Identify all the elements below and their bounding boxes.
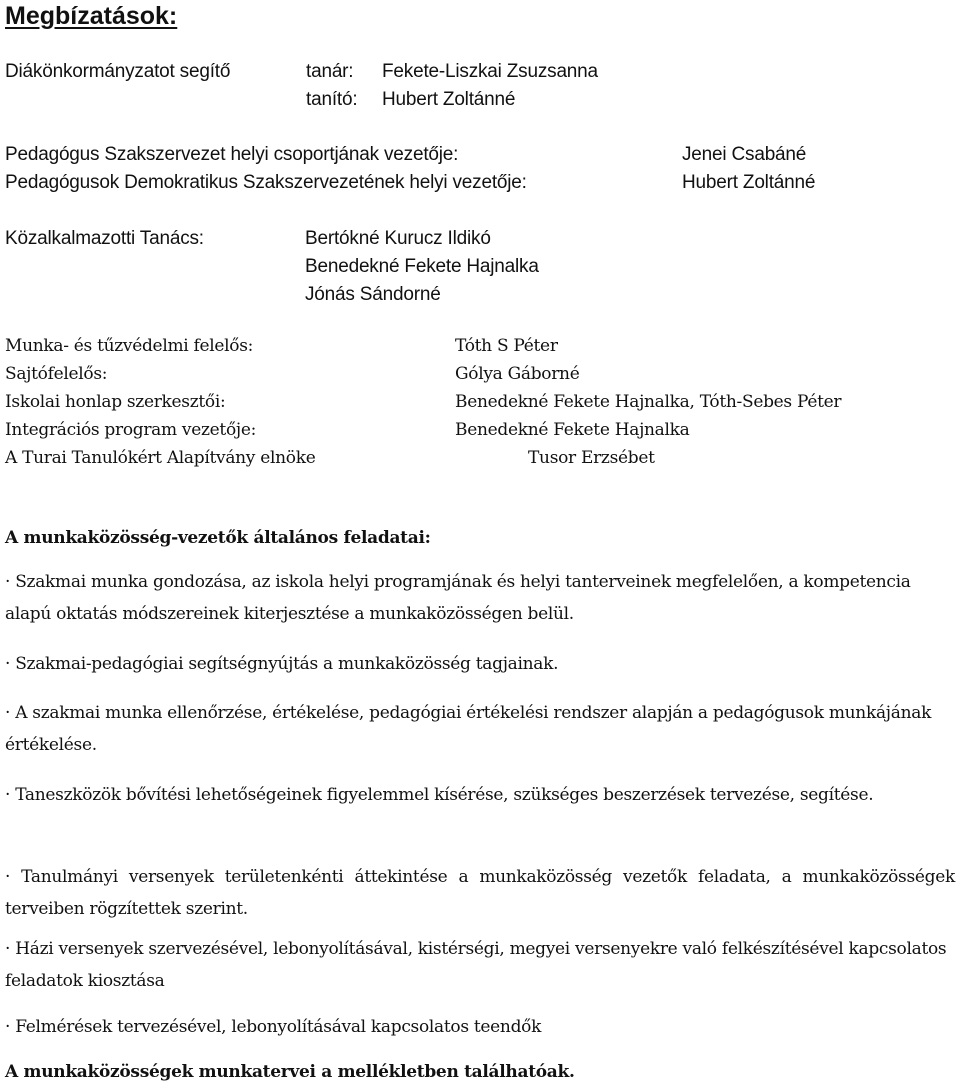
- council-label: Közalkalmazotti Tanács:: [5, 228, 204, 249]
- page-title: Megbízatások:: [5, 2, 178, 30]
- duty-item: · Tanulmányi versenyek területenkénti áttekintése a munkaközösség vezetők feladata, a munkaközösségek terveiben rögzítettek szerint.: [5, 867, 955, 919]
- role-name: Benedekné Fekete Hajnalka: [455, 420, 690, 440]
- union-label: Pedagógusok Demokratikus Szakszervezetének helyi vezetője:: [5, 172, 527, 193]
- duty-item: · Szakmai-pedagógiai segítségnyújtás a munkaközösség tagjainak.: [5, 654, 559, 674]
- footer-note: A munkaközösségek munkatervei a mellékletben találhatóak.: [5, 1062, 575, 1082]
- role-label: Iskolai honlap szerkesztői:: [5, 392, 226, 412]
- role-label: Sajtófelelős:: [5, 364, 108, 384]
- role-name: Tóth S Péter: [455, 336, 558, 356]
- council-member: Bertókné Kurucz Ildikó: [305, 228, 491, 249]
- role-label: Integrációs program vezetője:: [5, 420, 257, 440]
- duty-item: · Taneszközök bővítési lehetőségeinek figyelemmel kísérése, szükséges beszerzések tervezése, segítése.: [5, 785, 874, 805]
- union-name: Jenei Csabáné: [682, 144, 807, 165]
- dok-name-primary-teacher: Hubert Zoltánné: [382, 89, 516, 110]
- duty-item: · Szakmai munka gondozása, az iskola helyi programjának és helyi tanterveinek megfelelően, a kompetencia alapú oktatás módszereinek kiterjesztése a munkaközösségen belül.: [5, 572, 911, 624]
- dok-role-teacher: tanár:: [306, 61, 354, 82]
- council-member: Benedekné Fekete Hajnalka: [305, 256, 539, 277]
- role-name: Benedekné Fekete Hajnalka, Tóth-Sebes Péter: [455, 392, 842, 412]
- dok-role-primary-teacher: tanító:: [306, 89, 358, 110]
- dok-label: Diákönkormányzatot segítő: [5, 61, 231, 82]
- union-name: Hubert Zoltánné: [682, 172, 816, 193]
- duties-heading: A munkaközösség-vezetők általános feladatai:: [5, 528, 431, 548]
- duty-item: · A szakmai munka ellenőrzése, értékelése, pedagógiai értékelési rendszer alapján a pedagógusok munkájának értékelése.: [5, 703, 932, 755]
- role-name: Tusor Erzsébet: [528, 448, 655, 468]
- council-member: Jónás Sándorné: [305, 284, 441, 305]
- role-label: A Turai Tanulókért Alapítvány elnöke: [5, 448, 316, 468]
- role-label: Munka- és tűzvédelmi felelős:: [5, 336, 254, 356]
- duty-item: · Házi versenyek szervezésével, lebonyolításával, kistérségi, megyei versenyekre való felkészítésével kapcsolatos feladatok kiosztása: [5, 939, 947, 991]
- role-name: Gólya Gáborné: [455, 364, 580, 384]
- duty-item: · Felmérések tervezésével, lebonyolításával kapcsolatos teendők: [5, 1017, 542, 1037]
- union-label: Pedagógus Szakszervezet helyi csoportjának vezetője:: [5, 144, 459, 165]
- dok-name-teacher: Fekete-Liszkai Zsuzsanna: [382, 61, 598, 82]
